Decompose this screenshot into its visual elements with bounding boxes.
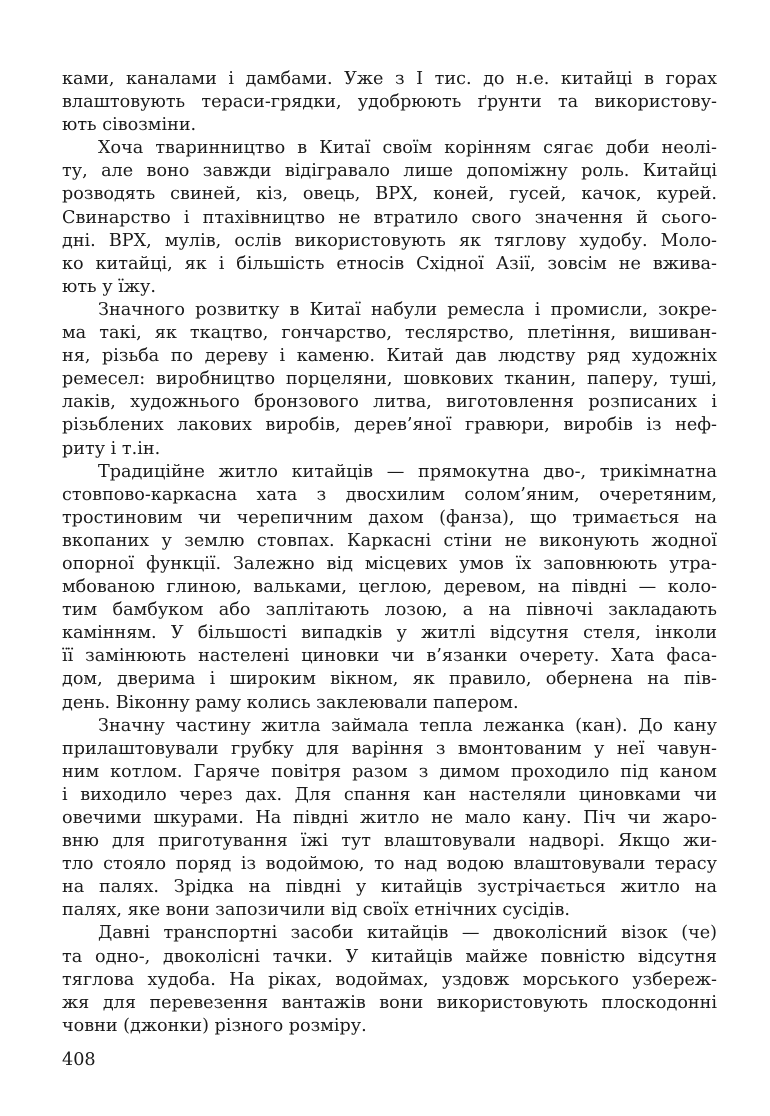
text-line: дом, дверима і широким вікном, як правило, обернена на пів- (62, 669, 717, 690)
text-line: човни (джонки) різного розміру. (62, 1015, 367, 1036)
text-line: дні. ВРХ, мулів, ослів використовують як тяглову худобу. Моло- (62, 230, 717, 251)
text-line: тло стояло поряд із водоймою, то над водою влаштовували терасу (62, 854, 717, 875)
text-line: вню для приготування їжі тут влаштовували надворі. Якщо жи- (62, 831, 717, 852)
text-line: овечими шкурами. На півдні житло не мало кану. Піч чи жаро- (62, 808, 717, 828)
page-body (62, 68, 717, 1038)
text-line: тростиновим чи черепичним дахом (фанза), що тримається на (62, 507, 717, 528)
paragraph-2 (62, 137, 717, 299)
text-line: прилаштовували грубку для варіння з вмонтованим у неї чавун- (62, 738, 717, 759)
text-line: Давні транспортні засоби китайців — двоколісний візок (че) (98, 923, 717, 944)
text-line: та одно-, двоколісні тачки. У китайців майже повністю відсутня (62, 946, 717, 967)
text-line: опорної функції. Залежно від місцевих умов їх заповнюють утра- (62, 553, 717, 574)
text-line: Традиційне житло китайців — прямокутна дво-, трикімнатна (98, 461, 717, 482)
paragraph-1 (62, 68, 717, 137)
text-line: її замінюють настелені циновки чи в’язанки очерету. Хата фаса- (62, 646, 717, 667)
text-line: камінням. У більшості випадків у житлі відсутня стеля, інколи (62, 623, 717, 644)
text-line: ють у їжу. (62, 276, 156, 297)
text-line: Значного розвитку в Китаї набули ремесла і промисли, зокре- (98, 299, 717, 320)
text-line: палях, яке вони запозичили від своїх етнічних сусідів. (62, 900, 571, 921)
page-number: 408 (62, 1050, 96, 1070)
text-line: ремесел: виробництво порцеляни, шовкових тканин, паперу, туші, (62, 369, 717, 390)
paragraph-3 (62, 299, 717, 461)
text-line: Значну частину житла займала тепла лежанка (кан). До кану (98, 715, 717, 736)
text-line: ко китайці, як і більшість етносів Східної Азії, зовсім не вжива- (62, 253, 717, 274)
text-line: день. Віконну раму колись заклеювали папером. (62, 692, 519, 713)
text-line: вкопаних у землю стовпах. Каркасні стіни не виконують жодної (62, 530, 717, 551)
text-line: ма такі, як ткацтво, гончарство, теслярство, плетіння, вишиван- (62, 323, 717, 344)
paragraph-6 (62, 922, 717, 1037)
text-line: на палях. Зрідка на півдні у китайців зустрічається житло на (62, 877, 717, 898)
text-line: мбованою глиною, вальками, цеглою, деревом, на півдні — коло- (62, 577, 717, 598)
text-line: жя для перевезення вантажів вони використовують плоскодонні (62, 992, 717, 1013)
text-line: ками, каналами і дамбами. Уже з І тис. до н.е. китайці в горах (62, 69, 717, 89)
text-line: ють сівозміни. (62, 115, 197, 136)
text-line: різьблених лакових виробів, дерев’яної гравюри, виробів із неф- (62, 415, 717, 436)
text-line: лаків, художнього бронзового литва, виготовлення розписаних і (62, 392, 717, 413)
text-line: і виходило через дах. Для спання кан настеляли циновками чи (62, 784, 717, 805)
text-line: Хоча тваринництво в Китаї своїм корінням сягає доби неолі- (98, 138, 717, 159)
text-line: влаштовують тераси-грядки, удобрюють ґрунти та використову- (62, 92, 717, 113)
text-line: ним котлом. Гаряче повітря разом з димом проходило під каном (62, 761, 717, 782)
text-line: риту і т.ін. (62, 438, 161, 459)
text-line: розводять свиней, кіз, овець, ВРХ, коней, гусей, качок, курей. (62, 184, 717, 205)
text-line: ту, але воно завжди відігравало лише допоміжну роль. Китайці (62, 161, 717, 182)
text-line: стовпово-каркасна хата з двосхилим солом’яним, очеретяним, (62, 484, 717, 505)
paragraph-4 (62, 461, 717, 715)
text-line: тим бамбуком або заплітають лозою, а на півночі закладають (62, 600, 717, 621)
text-line: тяглова худоба. На ріках, водоймах, уздовж морського узбереж- (62, 969, 717, 990)
text-line: ня, різьба по дереву і каменю. Китай дав людству ряд художніх (62, 346, 717, 367)
paragraph-5 (62, 715, 717, 923)
text-line: Свинарство і птахівництво не втратило свого значення й сього- (62, 207, 717, 228)
